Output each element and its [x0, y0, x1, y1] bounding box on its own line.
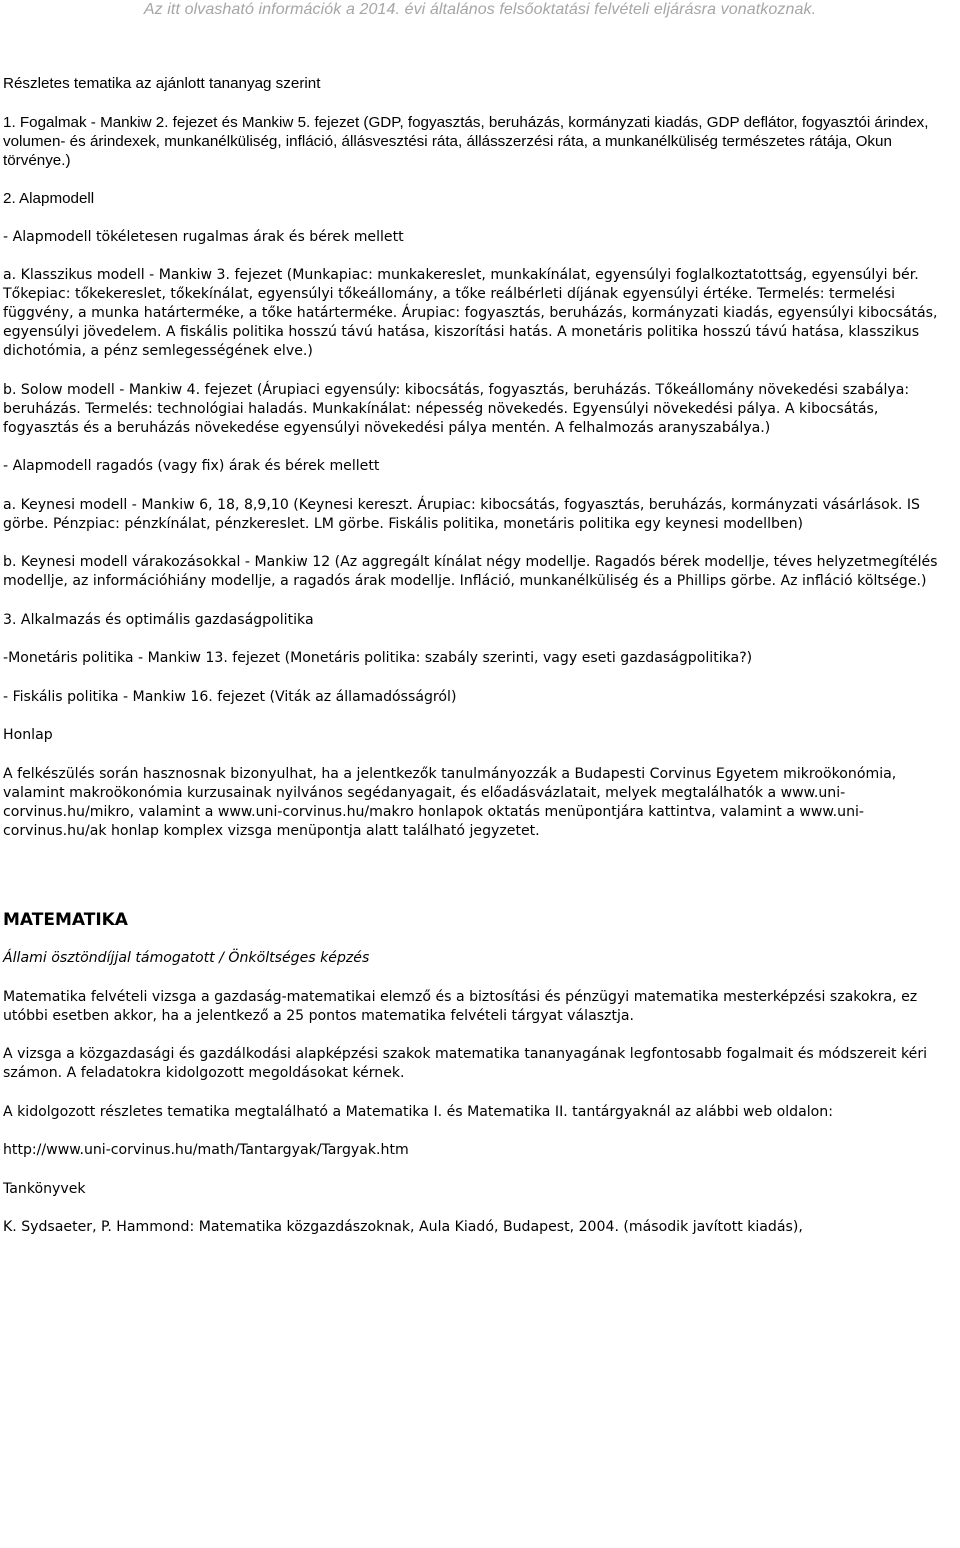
item-2-alapmodell: 2. Alapmodell	[3, 190, 95, 207]
keynesi-modell-b: b. Keynesi modell várakozásokkal - Mankiw 12 (Az aggregált kínálat négy modellje. Ragadós bérek modellje, téves helyzetmegítélés modellje, az információhiány modellje, a ragadós árak modellje. Infláció, munkanélküliség és a Phillips görbe. Az infláció költsége.)	[3, 554, 938, 589]
matematika-subtitle: Állami ösztöndíjjal támogatott / Önköltséges képzés	[3, 950, 370, 966]
monetaris-politika: -Monetáris politika - Mankiw 13. fejezet (Monetáris politika: szabály szerinti, vagy eseti gazdaságpolitika?)	[3, 650, 753, 666]
tematika-title: Részletes tematika az ajánlott tananyag szerint	[3, 75, 321, 92]
fiskalis-politika: - Fiskális politika - Mankiw 16. fejezet (Viták az államadósságról)	[3, 688, 457, 705]
item-3-alkalmazas: 3. Alkalmazás és optimális gazdaságpolitika	[3, 611, 314, 628]
matematika-title: MATEMATIKA	[3, 909, 128, 930]
rugalmas-heading: - Alapmodell tökéletesen rugalmas árak és bérek mellett	[3, 228, 404, 245]
felkeszules-paragraph: A felkészülés során hasznosnak bizonyulhat, ha a jelentkezők tanulmányozzák a Budapesti Corvinus Egyetem mikroökonómia, valamint makroökonómia kurzusainak nyilvános segédanyagait, és előadásvázlatait, melyek megtalálhatók a www.uni-corvinus.hu/mikro, valamint a www.uni-corvinus.hu/makro honlapok oktatás menüpontjára kattintva, valamint a www.uni-corvinus.hu/ak honlap komplex vizsga menüpontja alatt található jegyzetet.	[3, 765, 897, 839]
matematika-paragraph-1: Matematika felvételi vizsga a gazdaság-matematikai elemző és a biztosítási és pénzügyi matematika mesterképzési szakokra, ez utóbbi esetben akkor, ha a jelentkező a 25 pontos matematika felvételi tárgyat választja.	[3, 988, 918, 1024]
item-1-fogalmak: 1. Fogalmak - Mankiw 2. fejezet és Mankiw 5. fejezet (GDP, fogyasztás, beruházás, kormányzati kiadás, GDP deflátor, fogyasztói árindex, volumen- és árindexek, munkanélküliség, infláció, állásvesztési ráta, állásszerzési ráta, a munkanélküliség természetes rátája, Okun törvénye.)	[3, 113, 929, 169]
tantargyak-url: http://www.uni-corvinus.hu/math/Tantargyak/Targyak.htm	[3, 1142, 409, 1158]
document-body	[3, 74, 955, 1257]
page-header-notice: Az itt olvasható információk a 2014. évi általános felsőoktatási felvételi eljárásra vonatkoznak.	[0, 0, 960, 22]
tankonyvek-heading: Tankönyvek	[3, 1180, 86, 1197]
matematika-paragraph-2: A vizsga a közgazdasági és gazdálkodási alapképzési szakok matematika tananyagának legfontosabb fogalmait és módszereit kéri számon. A feladatokra kidolgozott megoldásokat kérnek.	[3, 1046, 928, 1081]
honlap-heading: Honlap	[3, 727, 53, 743]
ragados-heading: - Alapmodell ragadós (vagy fix) árak és bérek mellett	[3, 458, 380, 474]
keynesi-modell-a: a. Keynesi modell - Mankiw 6, 18, 8,9,10 (Keynesi kereszt. Árupiac: kibocsátás, fogyasztás, beruházás, kormányzati vásárlások. IS görbe. Pénzpiac: pénzkínálat, pénzkereslet. LM görbe. Fiskális politika, monetáris politika egy keynesi modellben)	[3, 496, 920, 532]
solow-modell: b. Solow modell - Mankiw 4. fejezet (Árupiaci egyensúly: kibocsátás, fogyasztás, beruházás. Tőkeállomány növekedési szabálya: beruházás. Termelés: technológiai haladás. Munkakínálat: népesség növekedés. Egyensúlyi növekedési pálya. A kibocsátás, fogyasztás és a beruházás növekedése egyensúlyi növekedési pálya mentén. A felhalmozás aranyszabálya.)	[3, 381, 910, 436]
klasszikus-modell: a. Klasszikus modell - Mankiw 3. fejezet (Munkapiac: munkakereslet, munkakínálat, egyensúlyi foglalkoztatottság, egyensúlyi bér. Tőkepiac: tőkekereslet, tőkekínálat, egyensúlyi tőkeállomány, a tőke reálbérleti díjának egyensúlyi értéke. Termelés: termelési függvény, a munka határterméke, a tőke határterméke. Árupiac: fogyasztás, beruházás, kormányzati kiadás, egyensúlyi kibocsátás, egyensúlyi jövedelem. A fiskális politika hosszú távú hatása, kiszorítási hatás. A monetáris politika hosszú távú hatása, klasszikus dichotómia, a pénz semlegességének elve.)	[3, 267, 938, 359]
book-reference-1: K. Sydsaeter, P. Hammond: Matematika közgazdászoknak, Aula Kiadó, Budapest, 2004. (második javított kiadás),	[3, 1219, 803, 1235]
matematika-paragraph-3: A kidolgozott részletes tematika megtalálható a Matematika I. és Matematika II. tantárgyaknál az alábbi web oldalon:	[3, 1103, 833, 1120]
